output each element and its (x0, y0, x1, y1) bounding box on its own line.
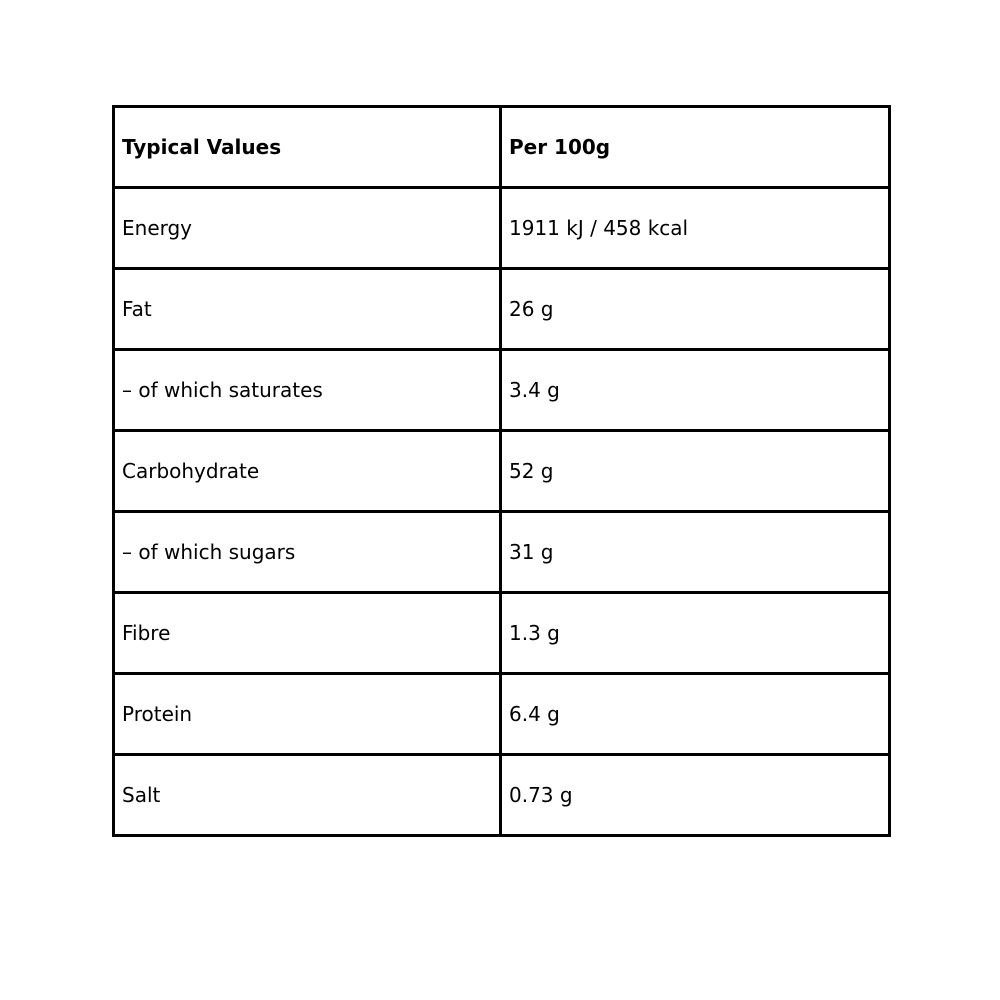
nutrient-value: 52 g (501, 431, 890, 512)
nutrient-name: Protein (114, 674, 501, 755)
nutrient-value: 1.3 g (501, 593, 890, 674)
nutrient-name: Energy (114, 188, 501, 269)
table-row (114, 269, 890, 350)
table-body (114, 188, 890, 836)
nutrient-value: 6.4 g (501, 674, 890, 755)
table-row (114, 350, 890, 431)
nutrient-name: – of which sugars (114, 512, 501, 593)
nutrition-table (112, 105, 891, 837)
header-per-100g: Per 100g (501, 107, 890, 188)
table-row (114, 674, 890, 755)
table-row (114, 512, 890, 593)
nutrient-name: – of which saturates (114, 350, 501, 431)
nutrient-value: 26 g (501, 269, 890, 350)
header-typical-values: Typical Values (114, 107, 501, 188)
nutrient-name: Carbohydrate (114, 431, 501, 512)
table-row (114, 431, 890, 512)
nutrient-value: 31 g (501, 512, 890, 593)
nutrient-value: 1911 kJ / 458 kcal (501, 188, 890, 269)
table-header (114, 107, 890, 188)
nutrient-name: Salt (114, 755, 501, 836)
nutrient-value: 3.4 g (501, 350, 890, 431)
table-row (114, 755, 890, 836)
table-row (114, 188, 890, 269)
nutrient-name: Fat (114, 269, 501, 350)
nutrient-name: Fibre (114, 593, 501, 674)
header-row (114, 107, 890, 188)
nutrient-value: 0.73 g (501, 755, 890, 836)
table-row (114, 593, 890, 674)
